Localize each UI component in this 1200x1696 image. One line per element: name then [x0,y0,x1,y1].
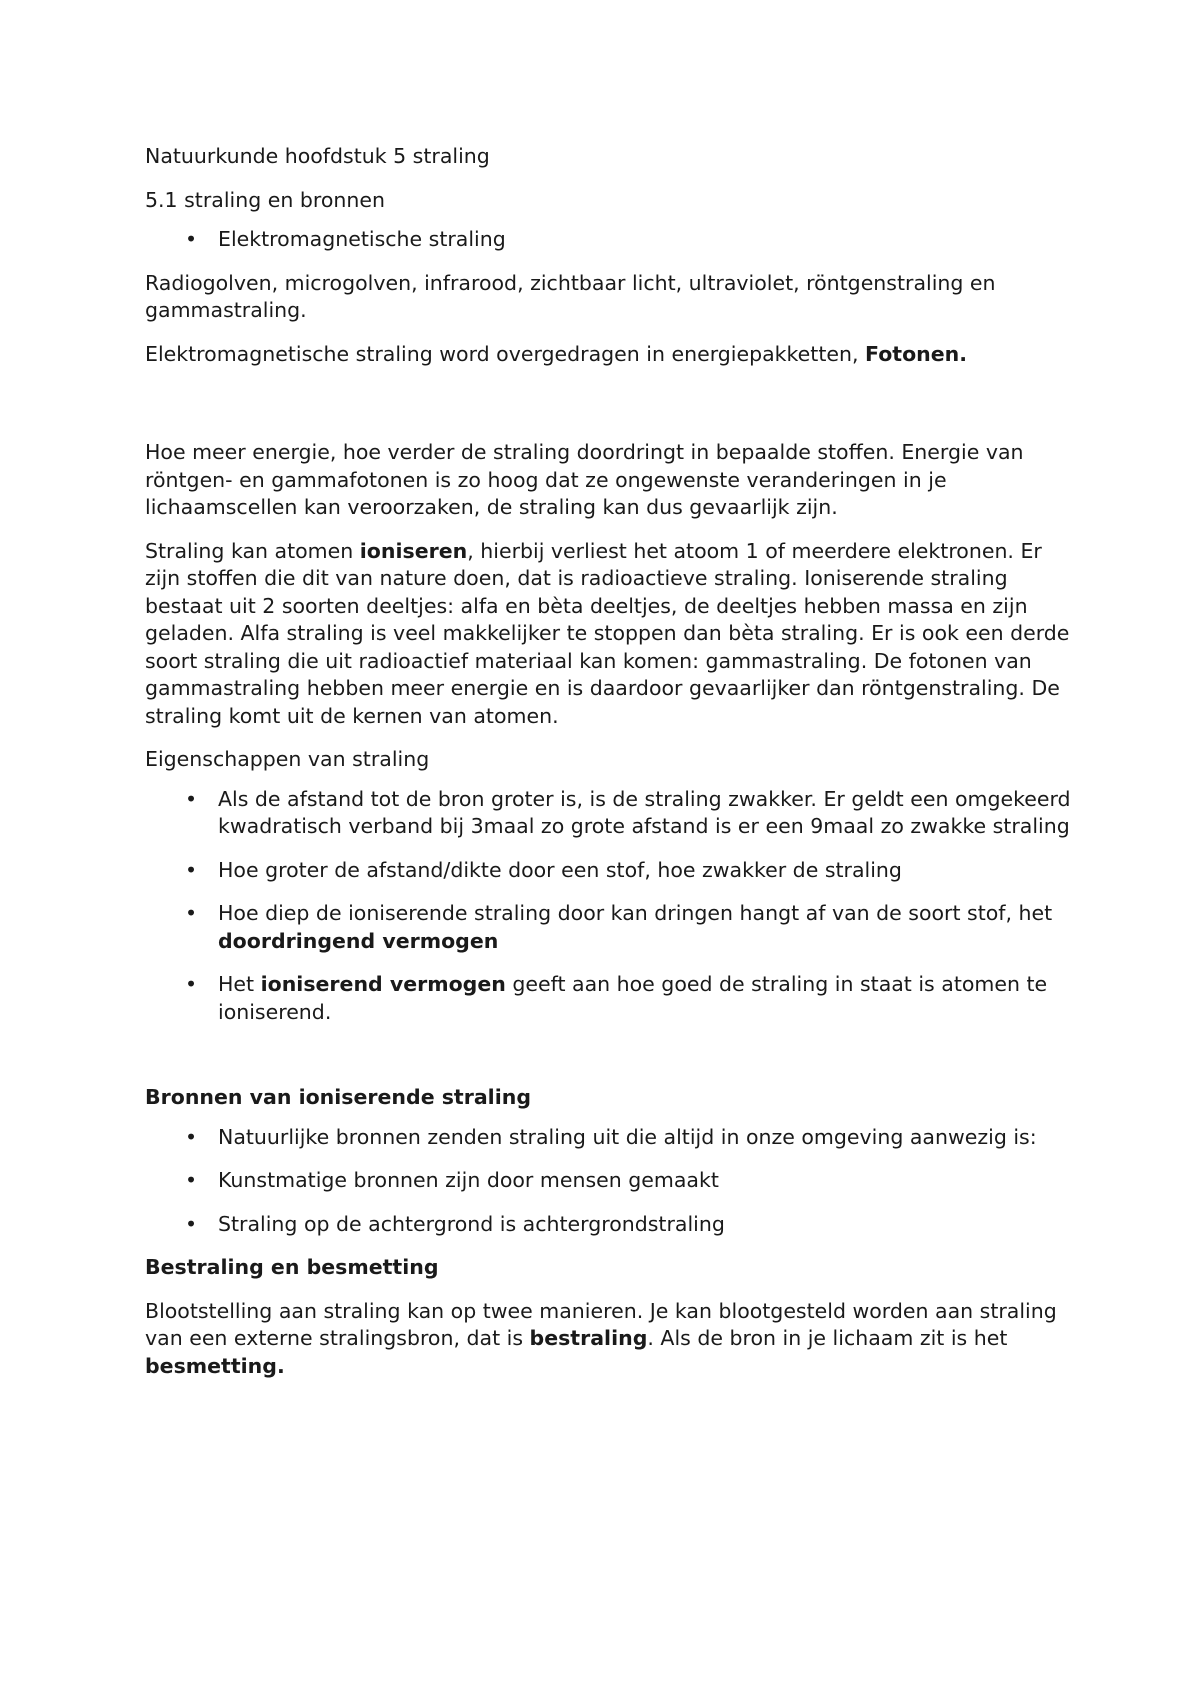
spacer [145,1042,1080,1084]
bullet-list-properties [145,786,1080,1027]
bold-term-ioniserend-vermogen: ioniserend vermogen [260,972,506,996]
paragraph-ionisation [145,538,1080,731]
bullet-icon: • [185,1211,198,1236]
list-item-text: Hoe groter de afstand/dikte door een stof, hoe zwakker de straling [218,857,902,882]
bold-term-ioniseren: ioniseren [359,538,468,563]
bullet-icon: • [185,901,198,925]
list-item-text: Het [218,972,261,996]
paragraph-photons [145,341,1080,369]
paragraph-text: Straling kan atomen [145,538,360,563]
bullet-icon: • [185,972,198,996]
bullet-list-em [145,226,1080,254]
paragraph-text: Elektromagnetische straling word overgedragen in energiepakketten, [145,341,866,366]
list-item-text: Straling op de achtergrond is achtergrondstraling [218,1211,725,1236]
bold-term-doordringend-vermogen: doordringend vermogen [218,928,499,953]
section-heading-5-1: 5.1 straling en bronnen [145,187,385,212]
paragraph-text: , hierbij verliest het atoom 1 of meerdere elektronen. Er zijn stoffen die dit van nature doen, dat is radioactieve straling. Ioniserende straling bestaat uit 2 soorten deeltjes: alfa en bèta deeltjes, de deeltjes hebben massa en zijn geladen. Alfa straling is veel makkelijker te stoppen dan bèta straling. Er is ook een derde soort straling die uit radioactief materiaal kan komen: gammastraling. De fotonen van gammastraling hebben meer energie en is daardoor gevaarlijker dan röntgenstraling. De straling komt uit de kernen van atomen. [145,538,1070,728]
sources-heading: Bronnen van ioniserende straling [145,1085,531,1109]
paragraph-spectrum: Radiogolven, microgolven, infrarood, zichtbaar licht, ultraviolet, röntgenstraling en gammastraling. [145,270,996,322]
list-item-text: geeft aan hoe goed de straling in staat is atomen te ioniserend. [218,972,1048,1024]
bold-term-fotonen: Fotonen. [865,341,968,366]
bullet-icon: • [185,227,198,251]
paragraph-text: Blootstelling aan straling kan op twee manieren. Je kan blootgesteld worden aan straling van een externe stralingsbron, dat is [145,1298,1057,1350]
document-title: Natuurkunde hoofdstuk 5 straling [145,144,490,168]
paragraph-exposure [145,1298,1080,1381]
list-item [145,971,1080,1026]
list-item [145,1124,1080,1152]
list-item-text: Hoe diep de ioniserende straling door kan dringen hangt af van de soort stof, het [218,901,1053,925]
bullet-icon: • [185,1168,198,1192]
list-item [145,786,1080,841]
spacer [145,384,1080,439]
list-item [145,1211,1080,1239]
paragraph-text: . Als de bron in je lichaam zit is het [647,1326,1008,1350]
bullet-icon: • [185,857,198,882]
list-item [145,226,1080,254]
list-item [145,1167,1080,1195]
paragraph-energy: Hoe meer energie, hoe verder de straling doordringt in bepaalde stoffen. Energie van röntgen- en gammafotonen is zo hoog dat ze ongewenste veranderingen in je lichaamscellen kan veroorzaken, de straling kan dus gevaarlijk zijn. [145,440,1024,519]
list-item [145,900,1080,955]
bullet-list-sources [145,1124,1080,1239]
list-item [145,857,1080,885]
bullet-icon: • [185,786,198,811]
list-item-text: Als de afstand tot de bron groter is, is de straling zwakker. Er geldt een omgekeerd kwadratisch verband bij 3maal zo grote afstand is er een 9maal zo zwakke straling [218,786,1071,838]
exposure-heading: Bestraling en besmetting [145,1255,439,1279]
list-item-text: Natuurlijke bronnen zenden straling uit die altijd in onze omgeving aanwezig is: [218,1124,1037,1149]
bold-term-bestraling: bestraling [529,1326,648,1350]
list-item-text: Elektromagnetische straling [218,227,506,251]
bold-term-besmetting: besmetting. [145,1353,285,1378]
properties-heading: Eigenschappen van straling [145,747,430,771]
list-item-text: Kunstmatige bronnen zijn door mensen gemaakt [218,1168,719,1192]
bullet-icon: • [185,1124,198,1149]
